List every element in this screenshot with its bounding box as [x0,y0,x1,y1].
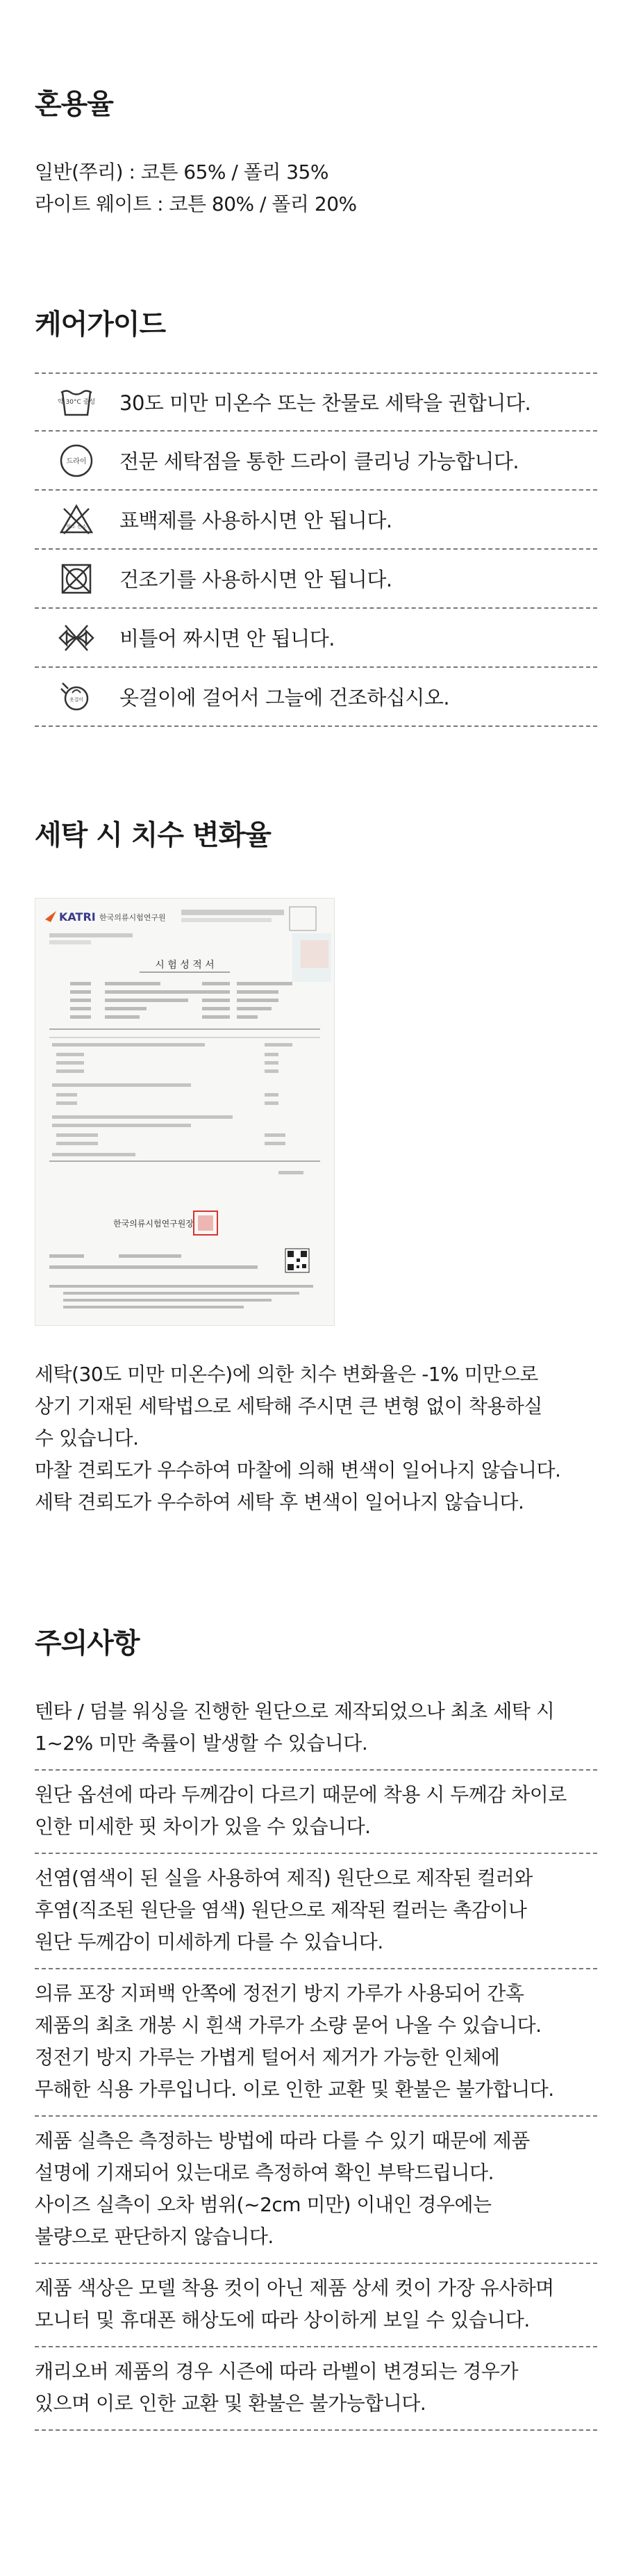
svg-text:옷걸이: 옷걸이 [69,696,84,703]
shrinkage-section-title: 세탁 시 치수 변화율 [35,819,271,851]
caution-section-title: 주의사항 [35,1627,140,1659]
shrinkage-line: 세탁 견뢰도가 우수하여 세탁 후 변색이 일어나지 않습니다. [35,1491,524,1513]
svg-text:약 30°C 중성: 약 30°C 중성 [57,398,96,406]
caution-line: 캐리오버 제품의 경우 시즌에 따라 라벨이 변경되는 경우가 [35,2360,518,2383]
svg-text:염소 산소: 염소 산소 [66,523,87,530]
shrinkage-line: 세탁(30도 미만 미온수)에 의한 치수 변화율은 -1% 미만으로 [35,1363,538,1386]
blend-line-lightweight: 라이트 웨이트 : 코튼 80% / 폴리 20% [35,192,357,215]
no-bleach-icon [57,500,96,539]
caution-line: 원단 두께감이 미세하게 다를 수 있습니다. [35,1930,383,1953]
svg-text:드라이: 드라이 [66,457,87,466]
caution-line: 무해한 식용 가루입니다. 이로 인한 교환 및 환불은 불가합니다. [35,2078,554,2101]
caution-line: 1~2% 미만 축률이 발생할 수 있습니다. [35,1732,368,1755]
no-wring-icon [57,618,96,657]
blend-line-regular: 일반(쭈리) : 코튼 65% / 폴리 35% [35,161,328,183]
care-item-hang-dry [35,668,597,727]
caution-item [35,2264,597,2347]
care-text-hang-dry: 옷걸이에 걸어서 그늘에 건조하십시오. [119,686,450,709]
caution-line: 인한 미세한 핏 차이가 있을 수 있습니다. [35,1815,371,1838]
shrinkage-description [35,1359,604,1518]
care-guide-list [35,372,597,727]
care-item-wash [35,372,597,432]
report-doc-title: 시 험 성 적 서 [155,960,215,971]
qr-code-icon [285,1249,309,1272]
care-text-no-bleach: 표백제를 사용하시면 안 됩니다. [119,509,392,532]
caution-line: 사이즈 실측이 오차 범위(~2cm 미만) 이내인 경우에는 [35,2193,492,2216]
caution-item [35,1771,597,1854]
caution-line: 텐타 / 덤블 워싱을 진행한 원단으로 제작되었으나 최초 세탁 시 [35,1700,555,1723]
caution-list [35,1687,597,2431]
caution-line: 모니터 및 휴대폰 해상도에 따라 상이하게 보일 수 있습니다. [35,2308,530,2331]
care-item-no-bleach [35,491,597,550]
wash-30-icon [57,383,96,422]
care-guide-title: 케어가이드 [35,309,166,341]
caution-item [35,1854,597,1969]
caution-item [35,2117,597,2264]
caution-line: 후염(직조된 원단을 염색) 원단으로 제작된 컬러는 촉감이나 [35,1898,527,1921]
shrinkage-line: 수 있습니다. [35,1427,139,1450]
blend-section-title: 혼용율 [35,88,113,120]
report-org-name: 한국의류시험연구원 [99,913,166,922]
caution-item [35,1687,597,1771]
test-report-image [35,898,335,1326]
caution-line: 있으며 이로 인한 교환 및 환불은 불가능합니다. [35,2392,426,2415]
blend-content [35,156,357,220]
report-signature: 한국의류시험연구원장 [113,1219,194,1229]
caution-line: 제품의 최초 개봉 시 흰색 가루가 소량 묻어 나올 수 있습니다. [35,2014,542,2037]
care-text-no-wring: 비틀어 짜시면 안 됩니다. [119,627,335,650]
dry-clean-icon [57,441,96,480]
caution-line: 의류 포장 지퍼백 안쪽에 정전기 방지 가루가 사용되어 간혹 [35,1982,524,2005]
caution-item [35,2347,597,2431]
caution-line: 원단 옵션에 따라 두께감이 다르기 때문에 착용 시 두께감 차이로 [35,1783,567,1806]
caution-line: 정전기 방지 가루는 가볍게 털어서 제거가 가능한 인체에 [35,2046,500,2069]
care-text-wash: 30도 미만 미온수 또는 찬물로 세탁을 권합니다. [119,391,531,415]
no-tumble-dry-icon [57,559,96,598]
care-item-no-tumble-dry [35,550,597,609]
svg-text:KATRI: KATRI [59,910,96,924]
caution-line: 설명에 기재되어 있는대로 측정하여 확인 부탁드립니다. [35,2161,494,2184]
caution-item [35,1969,597,2117]
caution-line: 불량으로 판단하지 않습니다. [35,2225,274,2248]
care-item-no-wring [35,609,597,668]
care-text-no-tumble-dry: 건조기를 사용하시면 안 됩니다. [119,568,392,591]
care-item-dry-clean [35,432,597,491]
test-report-document [35,899,334,1325]
shrinkage-line: 상기 기재된 세탁법으로 세탁해 주시면 큰 변형 없이 착용하실 [35,1395,542,1418]
caution-line: 선염(염색이 된 실을 사용하여 제직) 원단으로 제작된 컬러와 [35,1867,533,1889]
shrinkage-line: 마찰 견뢰도가 우수하여 마찰에 의해 변색이 일어나지 않습니다. [35,1459,561,1482]
care-text-dry-clean: 전문 세탁점을 통한 드라이 클리닝 가능합니다. [119,450,519,473]
caution-line: 제품 색상은 모델 착용 컷이 아닌 제품 상세 컷이 가장 유사하며 [35,2276,554,2299]
caution-line: 제품 실측은 측정하는 방법에 따라 다를 수 있기 때문에 제품 [35,2129,530,2152]
hang-dry-shade-icon [57,678,96,716]
